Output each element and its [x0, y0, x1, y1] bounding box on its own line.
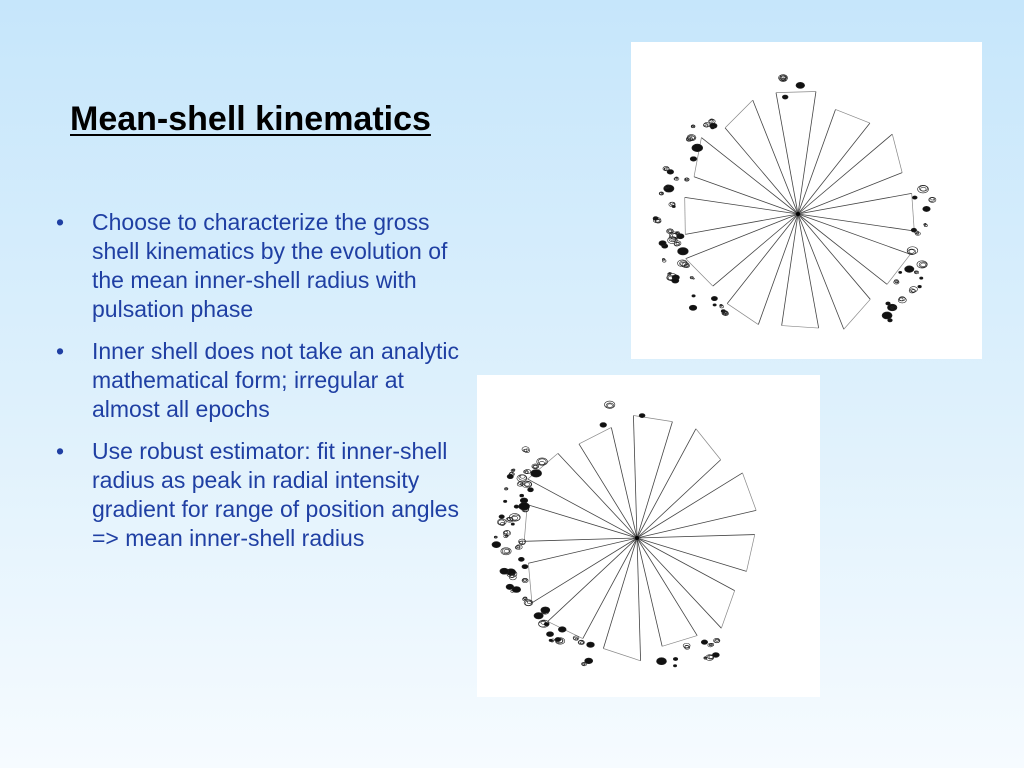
- maser-spots: [653, 75, 936, 322]
- bullet-item: [56, 337, 476, 424]
- wedge-lines: [524, 415, 756, 660]
- bullet-marker: •: [56, 438, 65, 464]
- wedge-lines: [685, 92, 915, 330]
- bullet-item: [56, 437, 476, 553]
- bullet-item: [56, 208, 476, 324]
- bullet-list: [56, 208, 476, 566]
- maser-map-image-2: [477, 375, 820, 697]
- bullet-text: Inner shell does not take an analytic mathematical form; irregular at almost all epochs: [92, 338, 459, 422]
- bullet-marker: •: [56, 209, 65, 235]
- bullet-marker: •: [56, 338, 65, 364]
- slide-title: Mean-shell kinematics: [70, 100, 431, 138]
- bullet-text: Choose to characterize the gross shell kinematics by the evolution of the mean inner-shell radius with pulsation phase: [92, 209, 448, 322]
- polar-wedge-plot-2: [477, 375, 820, 697]
- bullet-text: Use robust estimator: fit inner-shell radius as peak in radial intensity gradient for range of position angles => mean inner-shell radius: [92, 438, 459, 551]
- polar-wedge-plot-1: [631, 42, 982, 359]
- maser-spots: [492, 401, 720, 667]
- maser-map-image-1: [631, 42, 982, 359]
